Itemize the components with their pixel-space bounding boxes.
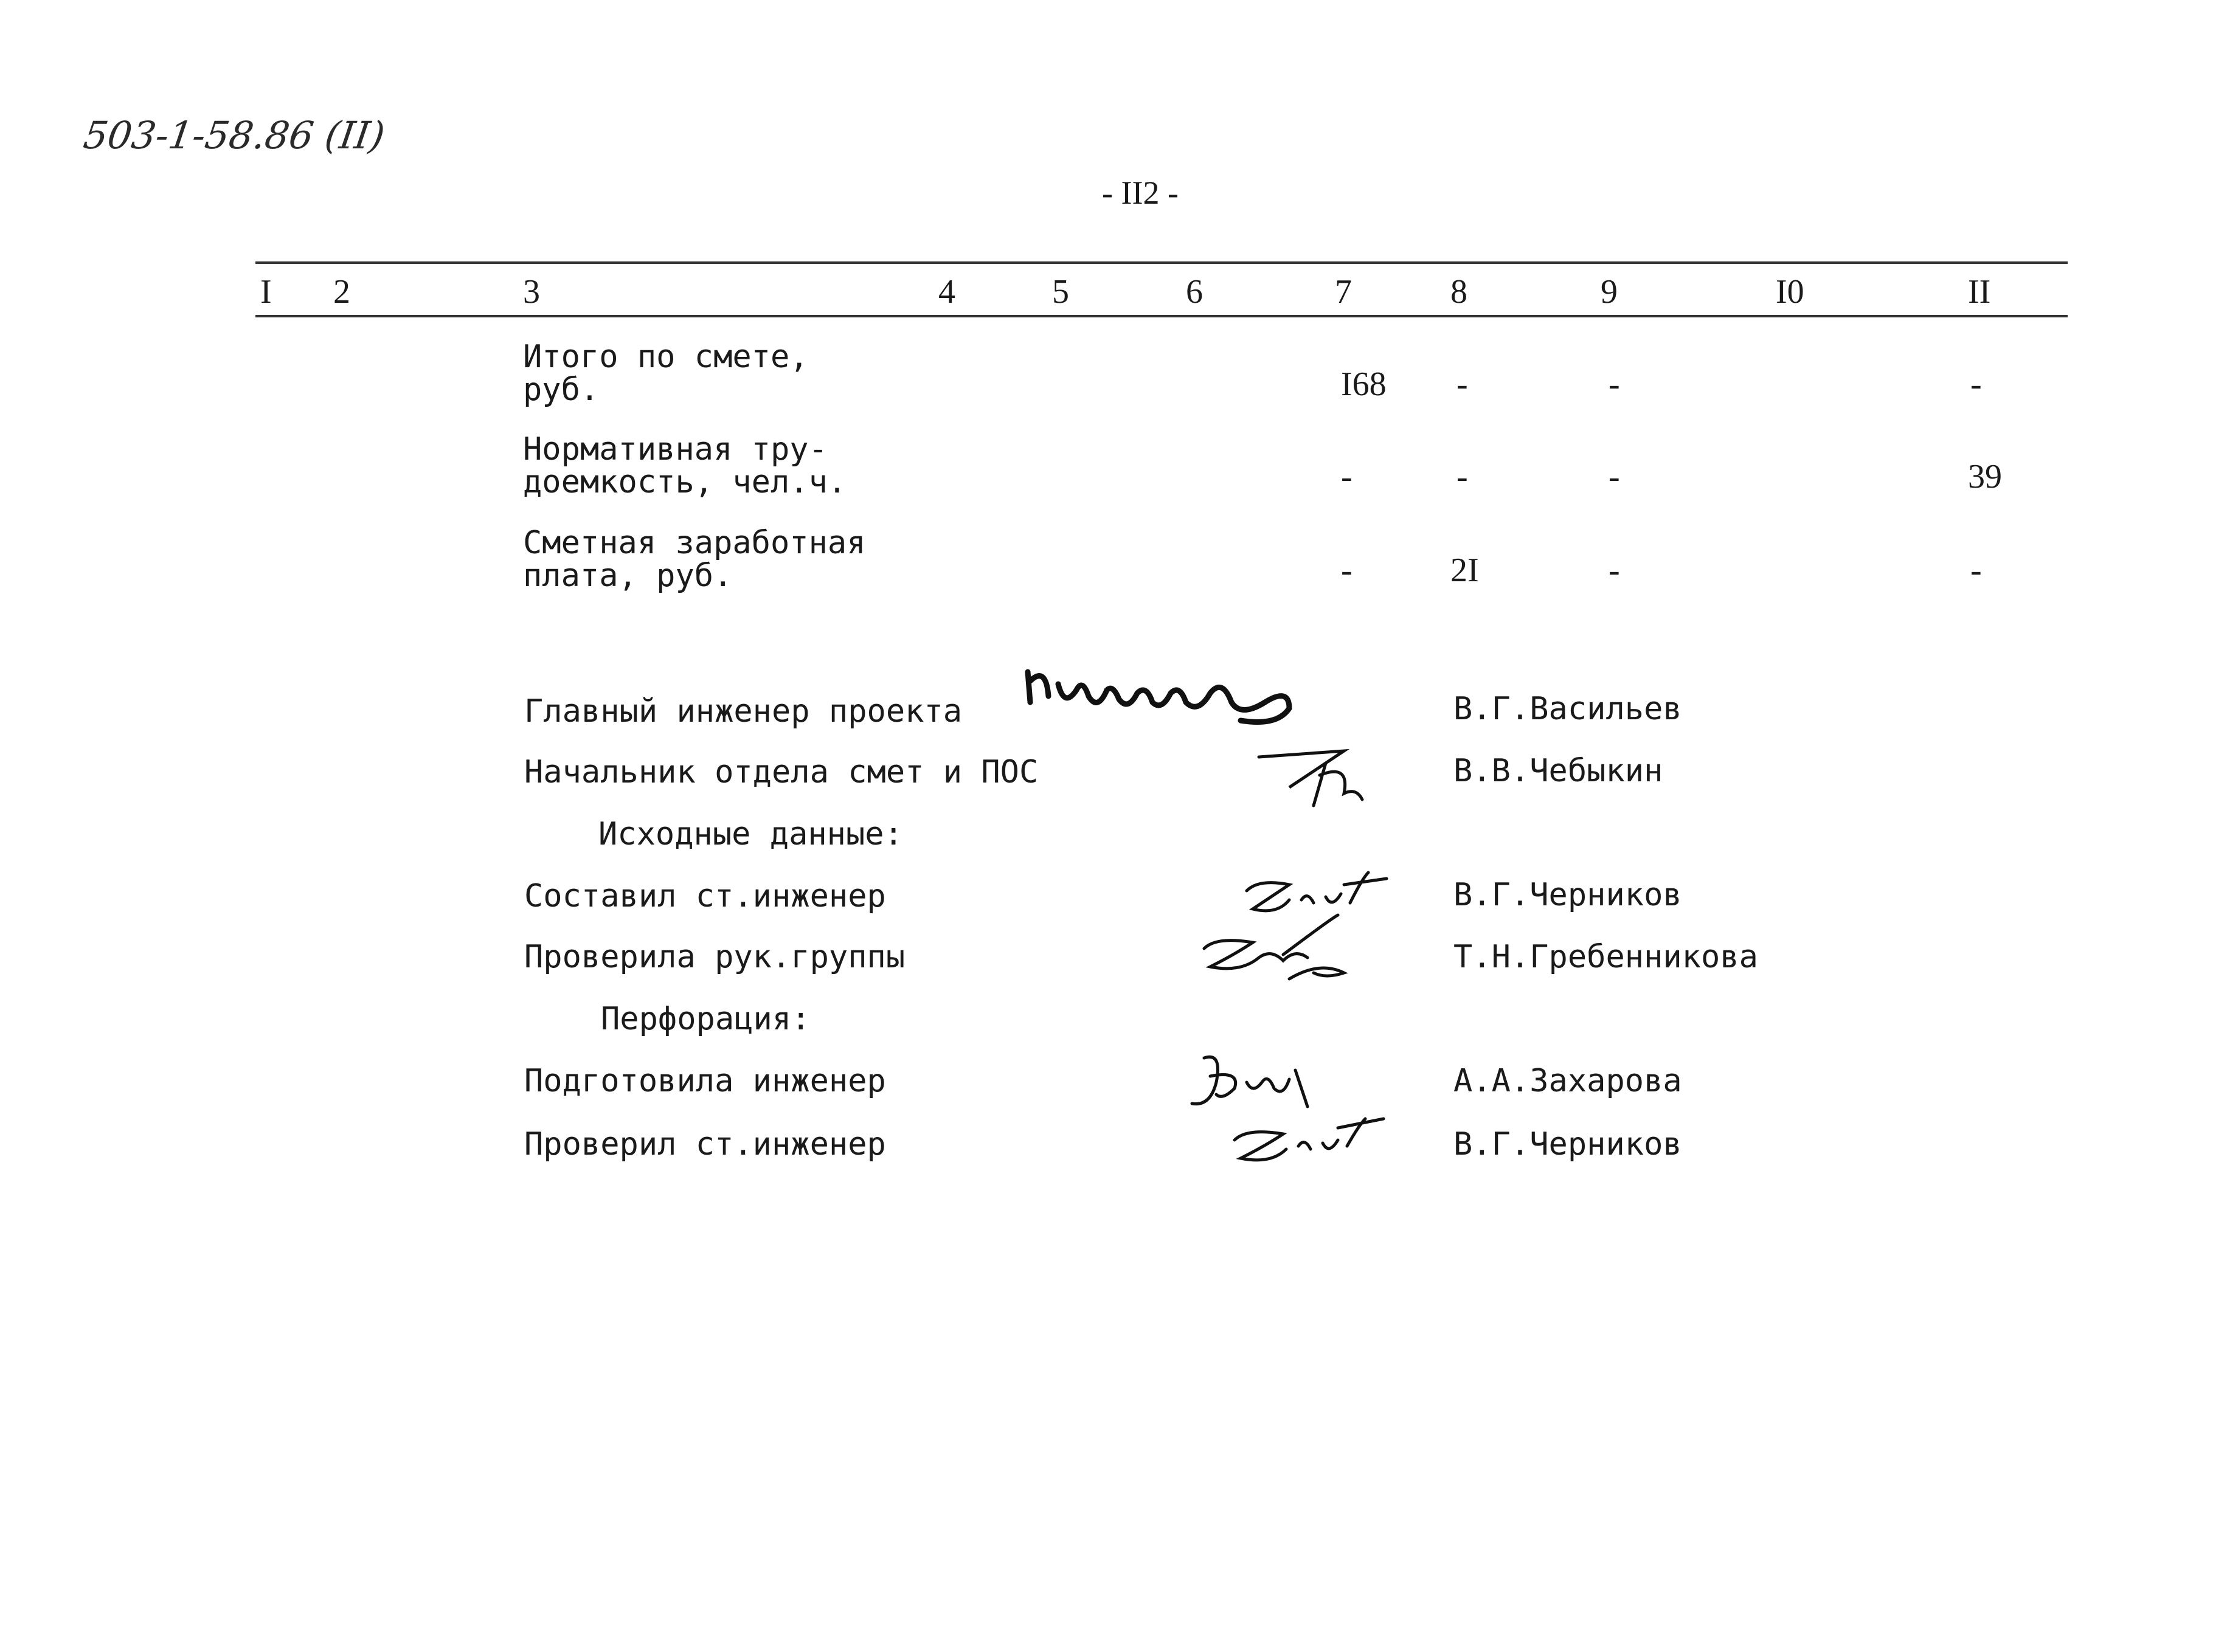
table-top-rule — [255, 261, 2068, 264]
row-label-line2: руб. — [523, 372, 600, 408]
cell-col7: - — [1341, 458, 1352, 496]
row-label-line1: Нормативная тру- — [523, 431, 828, 468]
compiled-role: Составил ст.инженер — [524, 878, 886, 914]
cell-col8: 2I — [1450, 551, 1479, 589]
checked-group-role: Проверила рук.группы — [524, 939, 906, 975]
perforation-heading: Перфорация: — [601, 1001, 811, 1037]
col-11: II — [1968, 273, 1991, 311]
cell-col8: - — [1456, 365, 1468, 403]
cell-col7: - — [1341, 551, 1352, 589]
chief-engineer-role: Главный инженер проекта — [524, 693, 963, 730]
row-label-line2: доемкость, чел.ч. — [523, 464, 847, 500]
chief-engineer-name: В.Г.Васильев — [1453, 691, 1682, 727]
dept-head-name: В.В.Чебыкин — [1453, 753, 1663, 789]
cell-col8: - — [1456, 458, 1468, 496]
col-9: 9 — [1601, 273, 1618, 311]
col-4: 4 — [938, 273, 955, 311]
row-label-line1: Сметная заработная — [523, 525, 866, 561]
prepared-name: А.А.Захарова — [1453, 1063, 1682, 1099]
cell-col11: - — [1970, 551, 1982, 589]
cell-col9: - — [1609, 551, 1620, 589]
prepared-role: Подготовила инженер — [524, 1063, 886, 1099]
cell-col7: I68 — [1341, 365, 1387, 403]
checked-group-name: Т.Н.Гребенникова — [1453, 939, 1758, 975]
col-1: I — [260, 273, 272, 311]
prepared-signature — [1186, 1046, 1332, 1119]
cell-col11: - — [1970, 365, 1982, 403]
checked-senior-role: Проверил ст.инженер — [524, 1126, 886, 1163]
checked-senior-name: В.Г.Черников — [1453, 1126, 1682, 1163]
checked-group-signature — [1192, 912, 1362, 991]
col-6: 6 — [1186, 273, 1203, 311]
row-label-line2: плата, руб. — [523, 558, 733, 594]
col-8: 8 — [1450, 273, 1467, 311]
page-number: - II2 - — [1102, 175, 1179, 211]
cell-col9: - — [1609, 458, 1620, 496]
compiled-name: В.Г.Черников — [1453, 877, 1682, 913]
col-2: 2 — [333, 273, 350, 311]
dept-head-signature — [1253, 739, 1374, 812]
document-code: 503-1-58.86 (II) — [80, 113, 388, 157]
chief-engineer-signature — [1022, 660, 1314, 733]
table-header-rule — [255, 315, 2068, 317]
row-label-line1: Итого по смете, — [523, 339, 809, 375]
col-10: I0 — [1776, 273, 1804, 311]
cell-col9: - — [1609, 365, 1620, 403]
dept-head-role: Начальник отдела смет и ПОС — [524, 754, 1039, 790]
col-3: 3 — [523, 273, 540, 311]
col-5: 5 — [1052, 273, 1069, 311]
checked-senior-signature — [1222, 1110, 1393, 1170]
cell-col11: 39 — [1968, 458, 2002, 496]
source-data-heading: Исходные данные: — [598, 816, 903, 852]
col-7: 7 — [1335, 273, 1352, 311]
